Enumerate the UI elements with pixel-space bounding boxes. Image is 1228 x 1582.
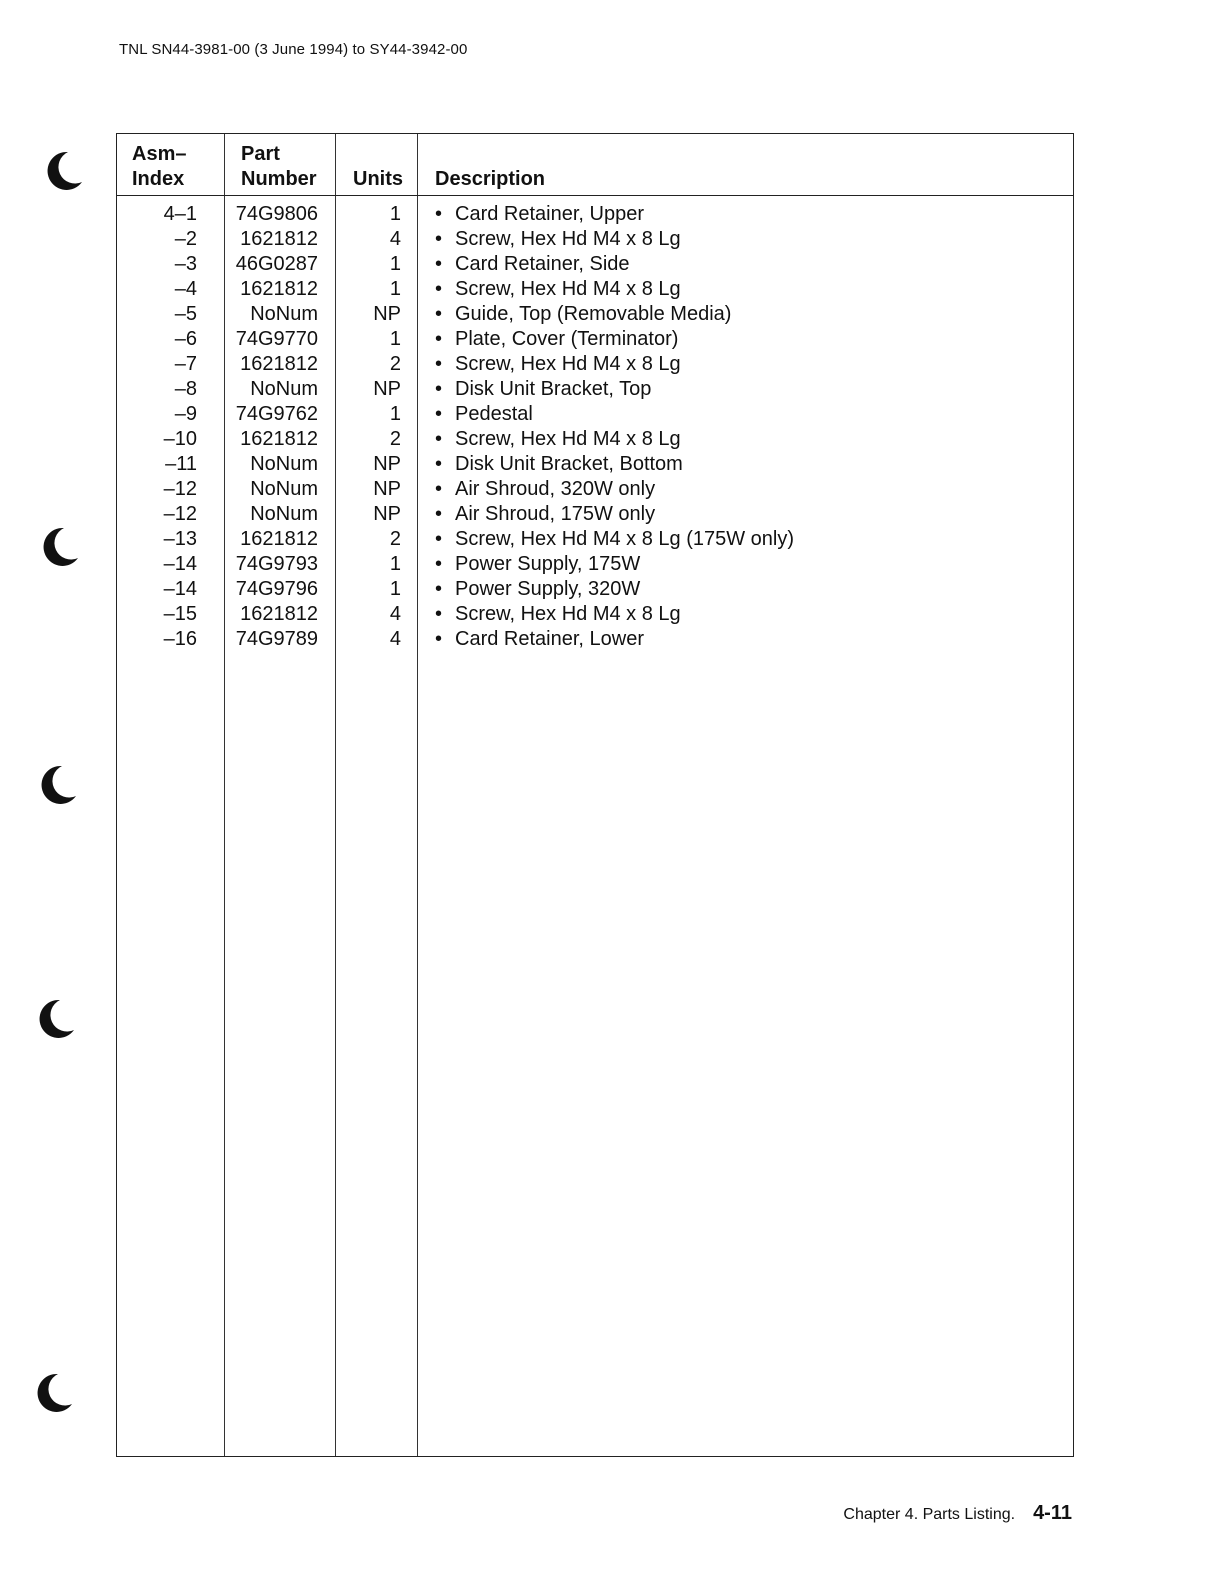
bullet-icon: • — [435, 328, 443, 350]
cell-units: 2 — [389, 428, 401, 450]
cell-index: –14 — [163, 578, 197, 600]
cell-part-number: 1621812 — [240, 603, 318, 625]
cell-description: Disk Unit Bracket, Top — [455, 378, 652, 400]
document-header-tnl: TNL SN44-3981-00 (3 June 1994) to SY44-3942-00 — [119, 41, 468, 58]
bullet-icon: • — [435, 453, 443, 475]
table-row — [117, 552, 1073, 577]
cell-units: 1 — [389, 253, 401, 275]
header-rule — [117, 195, 1073, 196]
cell-description: Power Supply, 175W — [455, 553, 641, 575]
cell-index: –10 — [163, 428, 197, 450]
table-row — [117, 252, 1073, 277]
cell-description: Screw, Hex Hd M4 x 8 Lg — [455, 428, 681, 450]
table-body — [117, 202, 1073, 652]
cell-part-number: 74G9789 — [235, 628, 318, 650]
cell-units: 1 — [389, 203, 401, 225]
cell-units: 1 — [389, 278, 401, 300]
cell-units: 1 — [389, 553, 401, 575]
bullet-icon: • — [435, 628, 443, 650]
cell-units: NP — [373, 303, 401, 325]
cell-part-number: 74G9762 — [235, 403, 318, 425]
cell-description: Screw, Hex Hd M4 x 8 Lg — [455, 603, 681, 625]
cell-part-number: 1621812 — [240, 528, 318, 550]
cell-part-number: NoNum — [250, 478, 318, 500]
cell-part-number: 74G9770 — [235, 328, 318, 350]
cell-index: –9 — [174, 403, 197, 425]
table-row — [117, 402, 1073, 427]
cell-units: NP — [373, 503, 401, 525]
cell-description: Power Supply, 320W — [455, 578, 641, 600]
cell-part-number: NoNum — [250, 503, 318, 525]
cell-part-number: NoNum — [250, 378, 318, 400]
table-row — [117, 377, 1073, 402]
cell-description: Plate, Cover (Terminator) — [455, 328, 679, 350]
column-header-units: Units — [353, 168, 403, 190]
cell-description: Guide, Top (Removable Media) — [455, 303, 732, 325]
column-header-index-line1: Asm– — [132, 143, 187, 165]
cell-description: Card Retainer, Side — [455, 253, 630, 275]
cell-index: –8 — [174, 378, 197, 400]
cell-index: –5 — [174, 303, 197, 325]
cell-index: –7 — [174, 353, 197, 375]
binder-hole-icon — [38, 148, 84, 194]
cell-index: –11 — [165, 453, 197, 475]
bullet-icon: • — [435, 203, 443, 225]
bullet-icon: • — [435, 503, 443, 525]
page-footer — [843, 1502, 1072, 1525]
column-header-description: Description — [435, 168, 546, 190]
table-row — [117, 427, 1073, 452]
cell-description: Air Shroud, 320W only — [455, 478, 656, 500]
table-row — [117, 452, 1073, 477]
bullet-icon: • — [435, 478, 443, 500]
parts-table — [116, 133, 1074, 1457]
binder-hole-icon — [30, 996, 76, 1042]
table-row — [117, 302, 1073, 327]
column-header-index-line2: Index — [132, 168, 185, 190]
table-row — [117, 602, 1073, 627]
binder-hole-icon — [28, 1370, 74, 1416]
bullet-icon: • — [435, 228, 443, 250]
cell-index: –4 — [174, 278, 197, 300]
footer-chapter: Chapter 4. Parts Listing. — [843, 1506, 1016, 1523]
cell-description: Air Shroud, 175W only — [455, 503, 656, 525]
cell-units: 4 — [389, 228, 401, 250]
cell-units: 4 — [389, 628, 401, 650]
cell-description: Card Retainer, Lower — [455, 628, 644, 650]
cell-description: Pedestal — [455, 403, 533, 425]
cell-part-number: NoNum — [250, 303, 318, 325]
cell-index: –14 — [163, 553, 197, 575]
cell-part-number: 74G9796 — [235, 578, 318, 600]
cell-part-number: 1621812 — [240, 228, 318, 250]
cell-part-number: 1621812 — [240, 428, 318, 450]
cell-index: –12 — [163, 503, 197, 525]
cell-index: –12 — [163, 478, 197, 500]
cell-description: Screw, Hex Hd M4 x 8 Lg — [455, 353, 681, 375]
bullet-icon: • — [435, 553, 443, 575]
bullet-icon: • — [435, 528, 443, 550]
table-row — [117, 227, 1073, 252]
cell-units: NP — [373, 478, 401, 500]
cell-index: –6 — [174, 328, 197, 350]
cell-index: 4–1 — [163, 203, 197, 225]
page-number: 4-11 — [1033, 1502, 1072, 1524]
column-header-part-line1: Part — [241, 143, 280, 165]
cell-index: –2 — [174, 228, 197, 250]
cell-units: 4 — [389, 603, 401, 625]
bullet-icon: • — [435, 403, 443, 425]
bullet-icon: • — [435, 353, 443, 375]
cell-description: Disk Unit Bracket, Bottom — [455, 453, 683, 475]
table-row — [117, 327, 1073, 352]
bullet-icon: • — [435, 603, 443, 625]
table-row — [117, 277, 1073, 302]
table-row — [117, 527, 1073, 552]
table-row — [117, 477, 1073, 502]
bullet-icon: • — [435, 578, 443, 600]
bullet-icon: • — [435, 253, 443, 275]
cell-part-number: 74G9793 — [235, 553, 318, 575]
cell-part-number: 1621812 — [240, 353, 318, 375]
table-row — [117, 627, 1073, 652]
cell-units: NP — [373, 378, 401, 400]
bullet-icon: • — [435, 378, 443, 400]
cell-units: 1 — [389, 328, 401, 350]
binder-hole-icon — [32, 762, 78, 808]
cell-units: 2 — [389, 353, 401, 375]
table-row — [117, 577, 1073, 602]
cell-index: –16 — [163, 628, 197, 650]
cell-index: –13 — [163, 528, 197, 550]
cell-part-number: 1621812 — [240, 278, 318, 300]
binder-hole-icon — [34, 524, 80, 570]
table-row — [117, 352, 1073, 377]
cell-description: Screw, Hex Hd M4 x 8 Lg — [455, 278, 681, 300]
cell-units: NP — [373, 453, 401, 475]
cell-index: –15 — [163, 603, 197, 625]
cell-part-number: NoNum — [250, 453, 318, 475]
bullet-icon: • — [435, 428, 443, 450]
bullet-icon: • — [435, 303, 443, 325]
bullet-icon: • — [435, 278, 443, 300]
cell-part-number: 46G0287 — [235, 253, 318, 275]
cell-units: 2 — [389, 528, 401, 550]
cell-units: 1 — [389, 403, 401, 425]
table-row — [117, 502, 1073, 527]
table-row — [117, 202, 1073, 227]
cell-description: Card Retainer, Upper — [455, 203, 644, 225]
cell-part-number: 74G9806 — [235, 203, 318, 225]
cell-units: 1 — [389, 578, 401, 600]
cell-index: –3 — [174, 253, 197, 275]
column-header-part-line2: Number — [241, 168, 317, 190]
cell-description: Screw, Hex Hd M4 x 8 Lg — [455, 228, 681, 250]
cell-description: Screw, Hex Hd M4 x 8 Lg (175W only) — [455, 528, 795, 550]
